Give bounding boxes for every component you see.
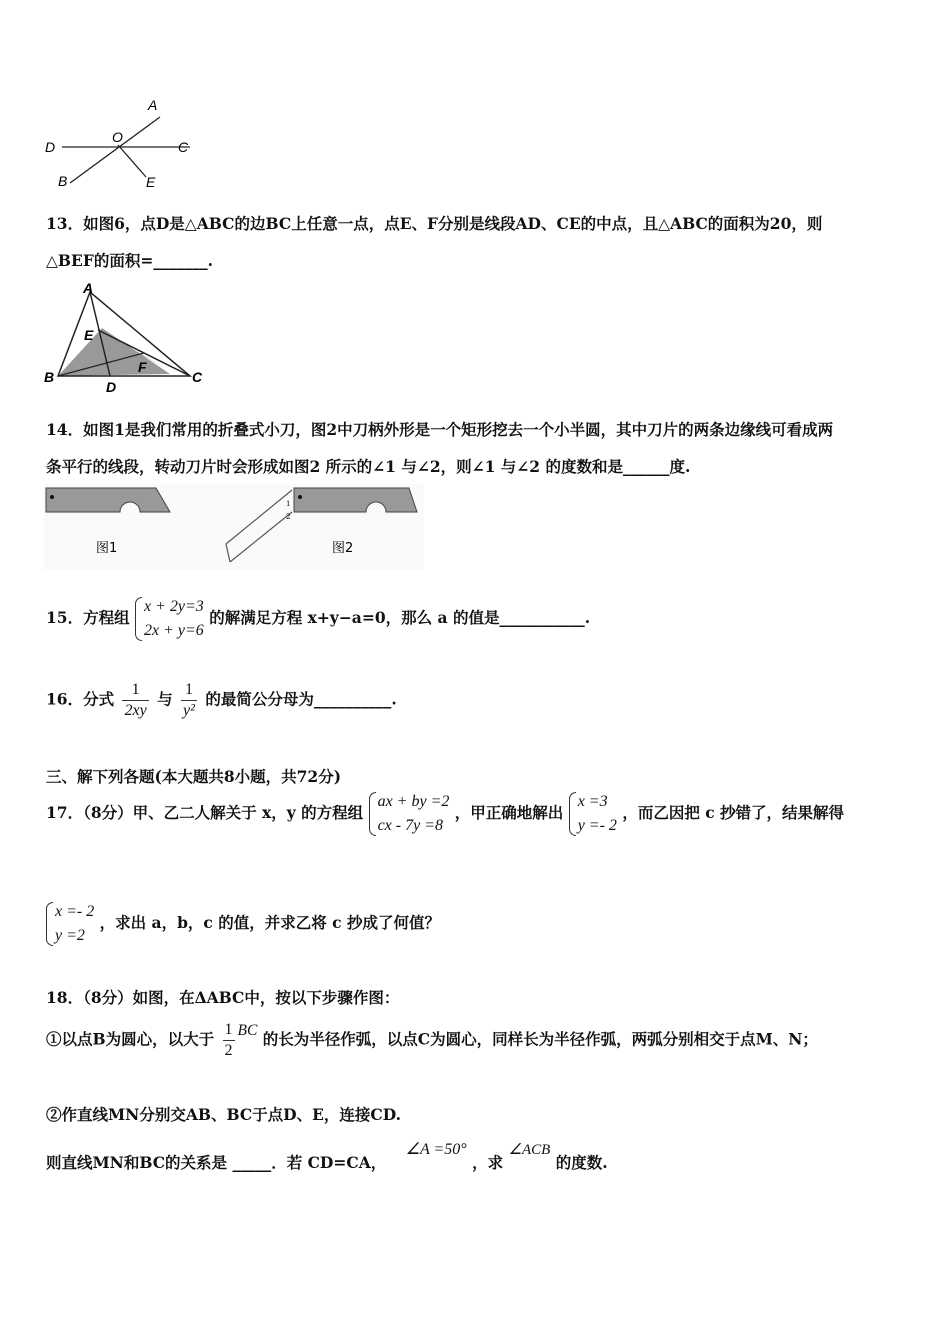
q17-line2-suffix: ，求出 a，b，c 的值，并求乙将 c 抄成了何值？ <box>99 913 440 932</box>
label-E: E <box>146 174 156 190</box>
q16-mid: 与 <box>157 689 173 709</box>
frac2-den: y² <box>183 702 195 719</box>
half-den: 2 <box>224 1042 233 1059</box>
q17-sys2-eq1: x =3 <box>577 793 608 810</box>
angle-acb: ∠ACB <box>508 1142 551 1158</box>
label-A: A <box>83 280 94 296</box>
half-bc: BC <box>237 1021 258 1039</box>
last-prefix: 则直线MN和BC的关系是 _____．若 CD=CA， <box>46 1153 387 1172</box>
angle-1-label: 1 <box>286 500 291 508</box>
q17-sys1-eq2: cx - 7y =8 <box>377 817 443 834</box>
frac1-num: 1 <box>122 680 148 701</box>
frac1-den: 2xy <box>124 702 147 719</box>
q17-prefix: 17．（8分）甲、乙二人解关于 x，y 的方程组 <box>46 803 364 822</box>
fig1-caption: 图1 <box>96 541 118 556</box>
q17-sys3-eq2: y =2 <box>55 927 85 944</box>
q17-system-1 <box>369 790 450 838</box>
figure-triangle-abc <box>40 280 215 395</box>
q17-sys3-eq1: x =- 2 <box>55 903 95 920</box>
q16-fraction-1 <box>122 680 148 721</box>
label-C: C <box>192 369 203 385</box>
q17-sys1-eq1: ax + by =2 <box>377 793 450 810</box>
q17-suffix: ，而乙因把 c 抄错了，结果解得 <box>622 803 845 822</box>
q15-eq2: 2x + y=6 <box>143 622 204 639</box>
label-B: B <box>44 369 55 385</box>
label-A: A <box>148 97 158 113</box>
q16-line <box>46 680 397 721</box>
q15-suffix: 的解满足方程 x+y−a=0，那么 a 的值是___________. <box>209 608 591 627</box>
step1-suffix: 的长为半径作弧，以点C为圆心，同样长为半径作弧，两弧分别相交于点M、N； <box>262 1029 818 1049</box>
section-3-title: 三、解下列各题(本大题共8小题，共72分) <box>46 767 342 786</box>
frac2-num: 1 <box>181 680 197 701</box>
label-F: F <box>138 359 147 375</box>
last-mid: ，求 <box>472 1153 504 1172</box>
q13-line2: △BEF的面积=_______. <box>46 251 213 270</box>
q15-prefix: 15．方程组 <box>46 608 130 627</box>
q14-line1: 14．如图1是我们常用的折叠式小刀，图2中刀柄外形是一个矩形挖去一个小半圆，其中刀片的两条边缘线可看成两 <box>46 420 834 439</box>
q14-line2: 条平行的线段，转动刀片时会形成如图2 所示的∠1 与∠2，则∠1 与∠2 的度数和是______度. <box>46 457 691 476</box>
q18-step1 <box>46 1020 818 1061</box>
figure-intersecting-lines <box>40 95 200 195</box>
q16-fraction-2 <box>181 680 197 721</box>
q18-last-line <box>46 1137 608 1172</box>
label-B: B <box>58 173 68 189</box>
label-D: D <box>45 139 56 155</box>
last-suffix: 的度数. <box>555 1153 608 1172</box>
q13-line1: 13．如图6，点D是△ABC的边BC上任意一点，点E、F分别是线段AD、CE的中点，且△ABC的面积为20，则 <box>46 214 823 233</box>
figure-knife <box>44 484 424 570</box>
q17-line2 <box>46 900 440 948</box>
q15-eq1: x + 2y=3 <box>143 598 204 615</box>
half-fraction <box>223 1020 235 1061</box>
label-C: C <box>178 139 189 155</box>
step1-prefix: ①以点B为圆心，以大于 <box>46 1029 215 1049</box>
q15-line <box>46 595 590 643</box>
q17-sys2-eq2: y =- 2 <box>577 817 617 834</box>
q17-system-2 <box>569 790 617 838</box>
q17-mid: ，甲正确地解出 <box>454 803 564 822</box>
fig2-caption: 图2 <box>332 541 354 556</box>
angle-a: ∠A =50° <box>405 1141 467 1158</box>
half-num: 1 <box>223 1020 235 1041</box>
q18-step2: ②作直线MN分别交AB、BC于点D、E，连接CD. <box>46 1105 402 1124</box>
angle-2-label: 2 <box>286 513 291 521</box>
label-E: E <box>84 327 94 343</box>
q17-system-3 <box>46 900 94 948</box>
q16-suffix: 的最简公分母为__________. <box>205 689 397 709</box>
q15-system <box>135 595 204 643</box>
q17-line1 <box>46 790 844 838</box>
q16-prefix: 16．分式 <box>46 689 115 709</box>
label-D: D <box>106 379 117 395</box>
label-O: O <box>112 129 123 145</box>
q18-line1: 18．（8分）如图，在ΔABC中，按以下步骤作图： <box>46 988 400 1007</box>
